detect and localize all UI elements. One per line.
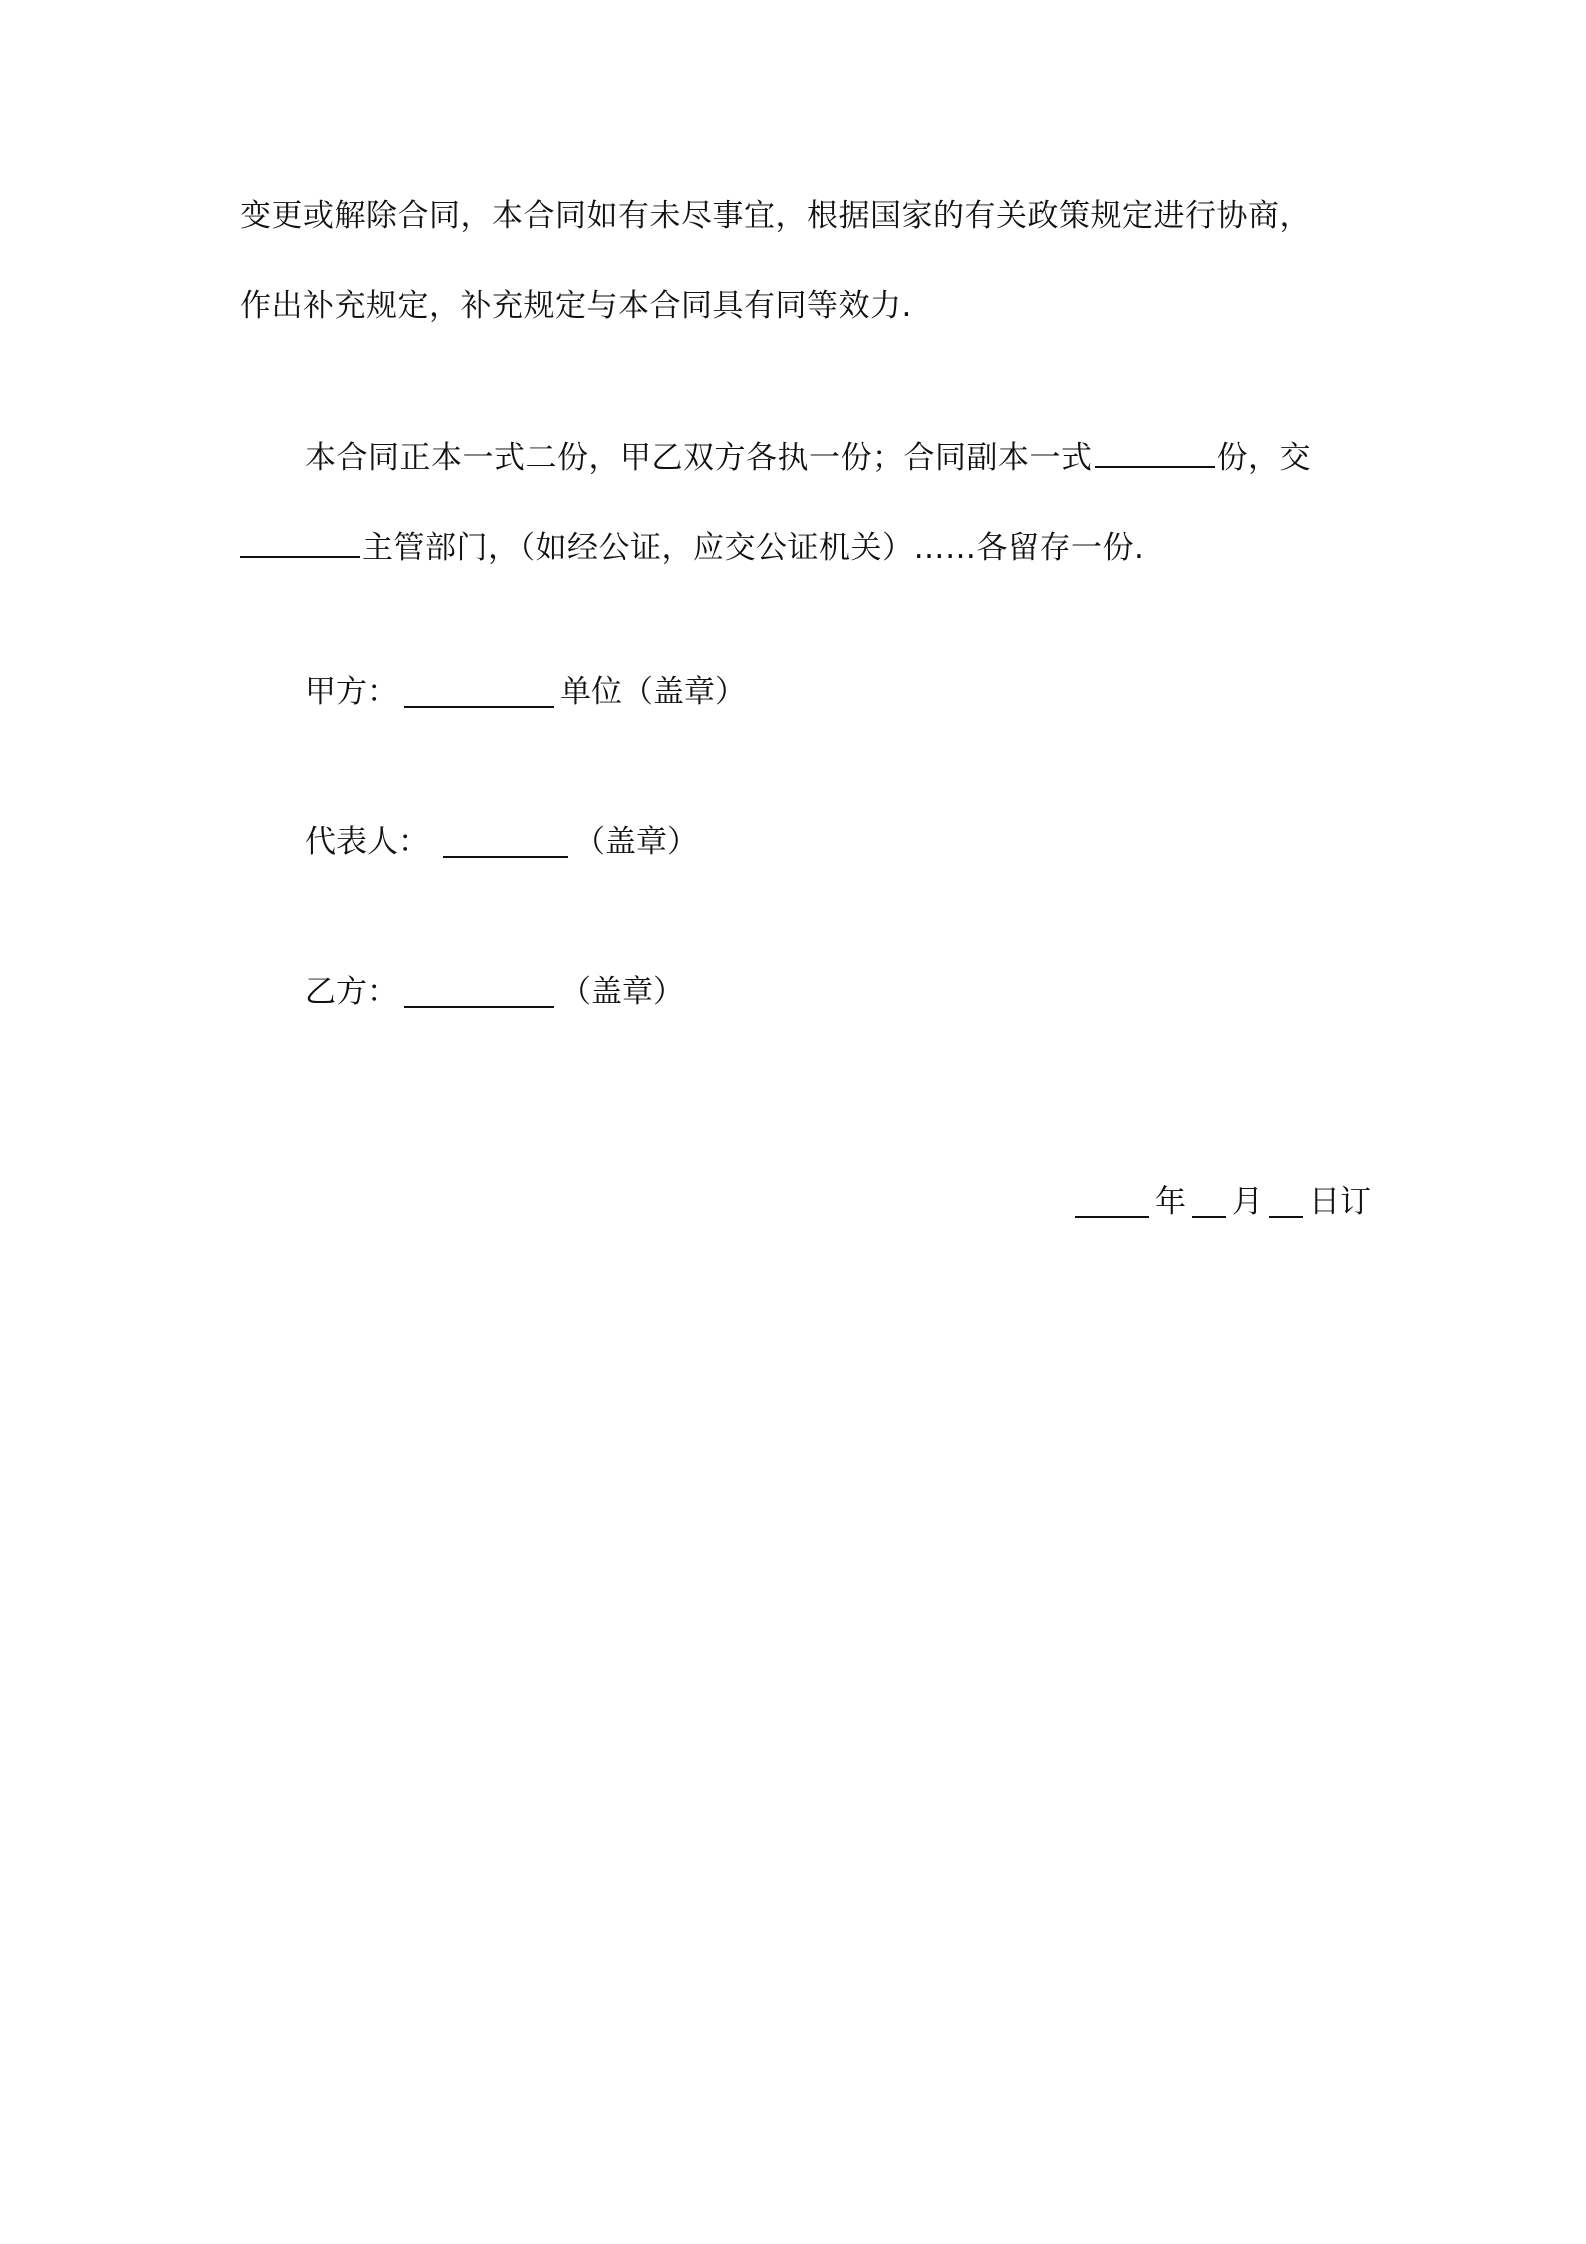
representative-label: 代表人： (305, 824, 429, 860)
representative-row (305, 822, 698, 862)
copies-count-blank[interactable] (1095, 436, 1215, 468)
party-a-label: 甲方： (305, 674, 398, 710)
department-blank[interactable] (240, 526, 360, 558)
paragraph-2-text-a: 本合同正本一式二份，甲乙双方各执一份；合同副本一式 (305, 440, 1093, 476)
party-b-row (305, 972, 684, 1012)
day-blank[interactable] (1269, 1186, 1303, 1218)
paragraph-1-line-2: 作出补充规定，补充规定与本合同具有同等效力. (240, 288, 912, 324)
paragraph-2-text-b: 份，交 (1216, 440, 1311, 476)
party-b-suffix: （盖章） (560, 974, 684, 1010)
party-a-suffix: 单位（盖章） (560, 674, 746, 710)
year-label: 年 (1155, 1184, 1186, 1220)
month-label: 月 (1232, 1184, 1263, 1220)
paragraph-2-text-c: 主管部门，（如经公证，应交公证机关）……各留存一份. (362, 530, 1145, 566)
month-blank[interactable] (1192, 1186, 1226, 1218)
party-b-label: 乙方： (305, 974, 398, 1010)
paragraph-2-line-2 (240, 526, 1144, 568)
representative-suffix: （盖章） (574, 824, 698, 860)
year-blank[interactable] (1075, 1186, 1149, 1218)
party-b-signature-line[interactable] (404, 976, 554, 1008)
party-a-signature-line[interactable] (404, 676, 554, 708)
day-signed-label: 日订 (1309, 1184, 1371, 1220)
paragraph-2-line-1 (305, 436, 1311, 478)
paragraph-1-line-1: 变更或解除合同，本合同如有未尽事宜，根据国家的有关政策规定进行协商， (240, 198, 1311, 234)
representative-signature-line[interactable] (443, 826, 568, 858)
party-a-row (305, 672, 746, 712)
date-row (1075, 1182, 1371, 1222)
